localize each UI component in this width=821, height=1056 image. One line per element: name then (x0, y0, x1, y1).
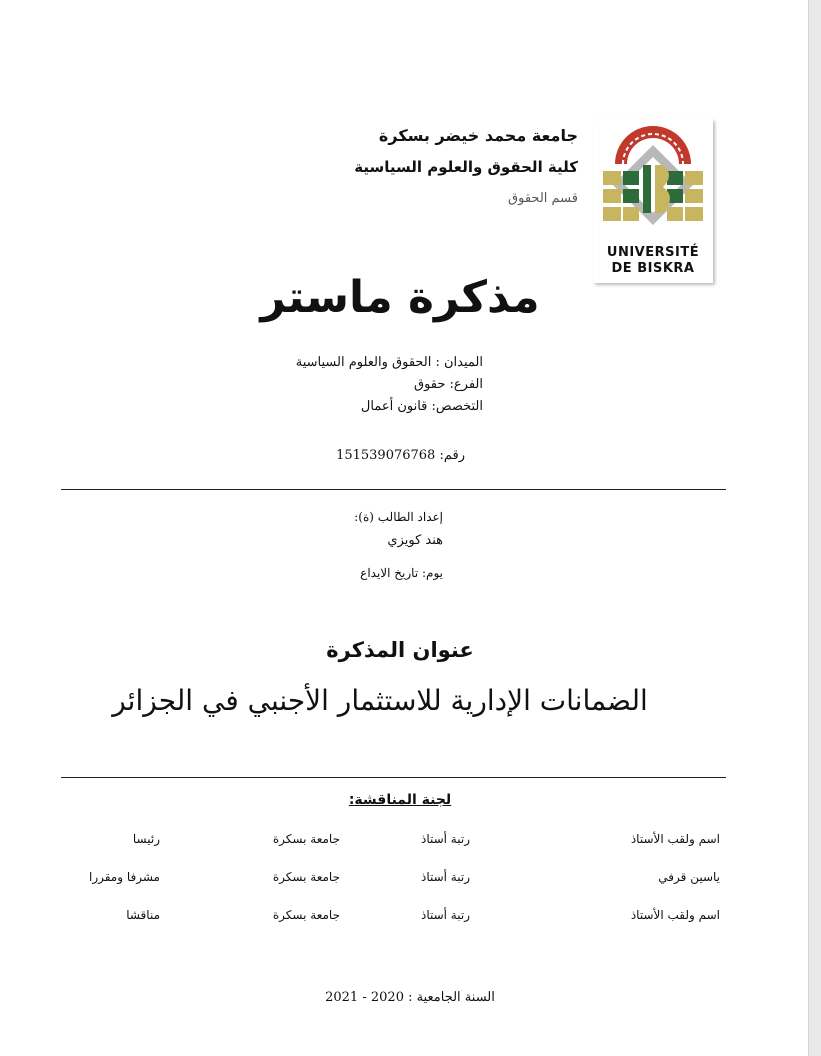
student-info (193, 510, 443, 580)
memo-title: مذكرة ماستر (260, 272, 540, 323)
member-rank: رتبة أستاذ (420, 870, 470, 884)
member-name: اسم ولقب الأستاذ (630, 832, 720, 846)
member-rank: رتبة أستاذ (420, 832, 470, 846)
university-logo-emblem-icon (593, 119, 713, 243)
committee-row (60, 908, 724, 946)
committee-heading: لجنة المناقشة: (348, 792, 452, 808)
faculty-name: كلية الحقوق والعلوم السياسية (354, 158, 578, 176)
deposit-date-line: يوم: تاريخ الايداع (360, 566, 443, 580)
member-name: اسم ولقب الأستاذ (630, 908, 720, 922)
student-name: هند كويزي (387, 533, 443, 548)
logo-text-line1: UNIVERSITÉ (606, 245, 700, 260)
thesis-title: الضمانات الإدارية للاستثمار الأجنبي في الجزائر (112, 684, 648, 717)
member-name: ياسين قرفي (658, 870, 720, 884)
member-university: جامعة بسكرة (272, 832, 340, 846)
university-name: جامعة محمد خيضر بسكرة (378, 126, 578, 145)
field-info (183, 352, 483, 418)
member-role: مناقشا (126, 908, 160, 922)
university-header (218, 126, 578, 206)
domain-line: الميدان : الحقوق والعلوم السياسية (295, 355, 483, 370)
academic-year: السنة الجامعية : 2020 - 2021 (325, 990, 495, 1005)
committee-row (60, 870, 724, 908)
logo-text-line2: DE BISKRA (611, 261, 695, 276)
member-role: مشرفا ومقررا (88, 870, 160, 884)
member-rank: رتبة أستاذ (420, 908, 470, 922)
divider-bottom (61, 777, 726, 778)
member-role: رئيسا (132, 832, 160, 846)
university-logo (593, 119, 713, 283)
committee-table (60, 832, 724, 946)
memo-number: رقم: 151539076768 (336, 448, 465, 463)
student-label: إعداد الطالب (ة): (354, 510, 443, 524)
member-university: جامعة بسكرة (272, 908, 340, 922)
thesis-heading: عنوان المذكرة (326, 638, 474, 662)
member-university: جامعة بسكرة (272, 870, 340, 884)
divider-top (61, 489, 726, 490)
page-edge-scrollbar (808, 0, 821, 1056)
department-name: قسم الحقوق (508, 191, 578, 206)
committee-row (60, 832, 724, 870)
specialty-line: التخصص: قانون أعمال (360, 399, 483, 414)
branch-line: الفرع: حقوق (413, 377, 483, 392)
